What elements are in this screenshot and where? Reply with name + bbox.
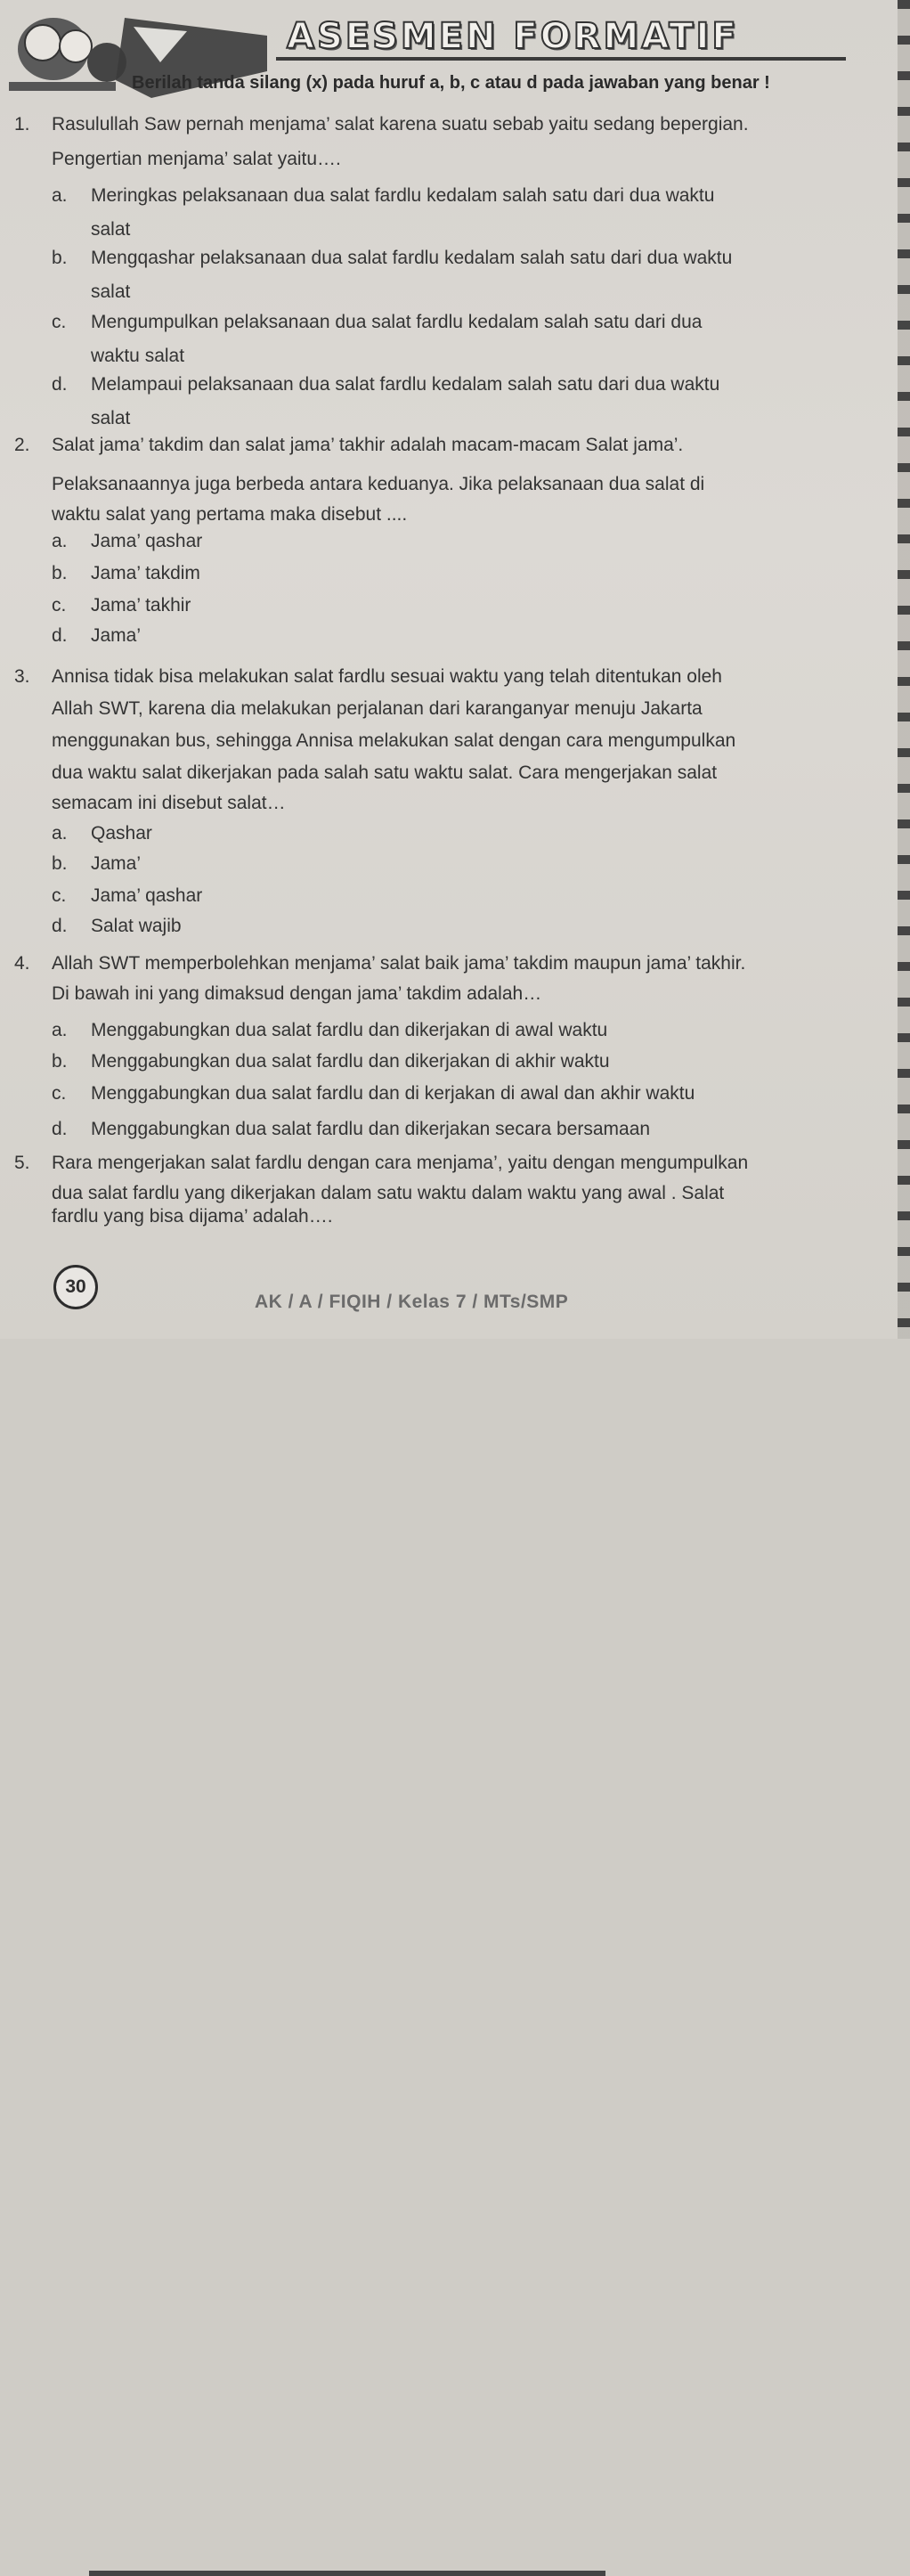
page-number: 30	[53, 1265, 98, 1309]
question-3-line	[52, 698, 703, 720]
answer-option[interactable]	[52, 248, 732, 269]
question-4-line	[14, 953, 745, 974]
page-title: ASESMEN FORMATIF	[287, 16, 739, 57]
footer-text: AK / A / FIQIH / Kelas 7 / MTs/SMP	[255, 1292, 569, 1312]
answer-option[interactable]	[52, 1020, 607, 1041]
footer-bar	[89, 2571, 605, 2576]
question-text: menggunakan bus, sehingga Annisa melakukan salat dengan cara mengumpulkan	[52, 730, 736, 751]
option-letter: b.	[52, 248, 68, 268]
option-text: waktu salat	[91, 346, 185, 366]
question-text: Di bawah ini yang dimaksud dengan jama’ takdim adalah…	[52, 983, 542, 1004]
option-letter: d.	[52, 625, 68, 646]
option-text: Menggabungkan dua salat fardlu dan dikerjakan di akhir waktu	[91, 1051, 610, 1072]
answer-option[interactable]	[52, 885, 202, 907]
option-letter: b.	[52, 563, 68, 583]
question-5-line	[52, 1206, 333, 1227]
option-letter: d.	[52, 374, 68, 395]
question-text: Pelaksanaannya juga berbeda antara keduanya. Jika pelaksanaan dua salat di	[52, 474, 705, 494]
option-text: Jama’	[91, 853, 142, 874]
option-text: Jama’	[91, 625, 142, 646]
instruction-text: Berilah tanda silang (x) pada huruf a, b, c atau d pada jawaban yang benar !	[132, 73, 770, 93]
question-3-line	[52, 762, 717, 784]
option-letter: d.	[52, 1119, 68, 1139]
option-letter: c.	[52, 885, 67, 906]
question-3-line	[52, 793, 286, 814]
question-number: 3.	[14, 666, 30, 687]
option-text: Jama’ qashar	[91, 531, 203, 551]
answer-option[interactable]	[52, 625, 141, 647]
answer-option[interactable]	[52, 595, 191, 616]
question-2-line	[52, 474, 704, 495]
header	[0, 0, 898, 98]
spiral-binding	[898, 0, 910, 1339]
option-letter: a.	[52, 531, 68, 551]
question-text: Pengertian menjama’ salat yaitu….	[52, 149, 341, 169]
answer-option[interactable]	[52, 312, 702, 333]
question-text: Annisa tidak bisa melakukan salat fardlu sesuai waktu yang telah ditentukan oleh	[52, 666, 722, 687]
answer-option[interactable]	[52, 916, 182, 937]
question-text: fardlu yang bisa dijama’ adalah….	[52, 1206, 333, 1227]
question-text: semacam ini disebut salat…	[52, 793, 286, 813]
question-number: 2.	[14, 435, 30, 455]
option-text: Qashar	[91, 823, 152, 844]
question-1-line	[14, 114, 749, 135]
option-letter: d.	[52, 916, 68, 936]
option-letter: b.	[52, 853, 68, 874]
question-number: 1.	[14, 114, 30, 135]
answer-option[interactable]	[91, 281, 130, 303]
option-letter: a.	[52, 1020, 68, 1040]
question-text: Rasulullah Saw pernah menjama’ salat karena suatu sebab yaitu sedang bepergian.	[52, 114, 749, 135]
option-text: salat	[91, 219, 131, 240]
answer-option[interactable]	[91, 408, 130, 429]
answer-option[interactable]	[52, 1119, 650, 1140]
option-letter: c.	[52, 312, 67, 332]
question-4-line	[52, 983, 541, 1005]
option-letter: c.	[52, 1083, 67, 1104]
answer-option[interactable]	[52, 1051, 610, 1072]
option-text: Menggabungkan dua salat fardlu dan dikerjakan secara bersamaan	[91, 1119, 651, 1139]
question-text: waktu salat yang pertama maka disebut ....	[52, 504, 408, 525]
option-text: Melampaui pelaksanaan dua salat fardlu kedalam salah satu dari dua waktu	[91, 374, 720, 395]
option-text: Menggabungkan dua salat fardlu dan dikerjakan di awal waktu	[91, 1020, 608, 1040]
option-letter: b.	[52, 1051, 68, 1072]
question-text: Allah SWT memperbolehkan menjama’ salat baik jama’ takdim maupun jama’ takhir.	[52, 953, 746, 974]
answer-option[interactable]	[52, 185, 714, 207]
answer-option[interactable]	[52, 1083, 695, 1105]
question-text: dua salat fardlu yang dikerjakan dalam satu waktu dalam waktu yang awal . Salat	[52, 1183, 725, 1203]
option-text: Mengqashar pelaksanaan dua salat fardlu kedalam salah satu dari dua waktu	[91, 248, 733, 268]
option-text: Mengumpulkan pelaksanaan dua salat fardlu kedalam salah satu dari dua	[91, 312, 703, 332]
option-text: salat	[91, 408, 131, 428]
answer-option[interactable]	[52, 853, 141, 875]
question-1-line	[52, 149, 341, 170]
question-text: dua waktu salat dikerjakan pada salah satu waktu salat. Cara mengerjakan salat	[52, 762, 718, 783]
answer-option[interactable]	[52, 563, 200, 584]
option-text: Jama’ takdim	[91, 563, 200, 583]
option-text: Jama’ takhir	[91, 595, 191, 615]
option-letter: c.	[52, 595, 67, 615]
option-text: Meringkas pelaksanaan dua salat fardlu kedalam salah satu dari dua waktu	[91, 185, 715, 206]
title-underline	[276, 57, 846, 61]
question-5-line	[52, 1183, 724, 1204]
question-text: Allah SWT, karena dia melakukan perjalanan dari karanganyar menuju Jakarta	[52, 698, 703, 719]
answer-option[interactable]	[52, 823, 152, 844]
answer-option[interactable]	[52, 374, 719, 395]
question-number: 4.	[14, 953, 30, 974]
option-text: salat	[91, 281, 131, 302]
question-3-line	[14, 666, 722, 688]
option-letter: a.	[52, 185, 68, 206]
question-number: 5.	[14, 1153, 30, 1173]
question-5-line	[14, 1153, 748, 1174]
answer-option[interactable]	[52, 531, 202, 552]
option-text: Jama’ qashar	[91, 885, 203, 906]
option-text: Salat wajib	[91, 916, 182, 936]
answer-option[interactable]	[91, 219, 130, 240]
option-letter: a.	[52, 823, 68, 844]
question-text: Rara mengerjakan salat fardlu dengan cara menjama’, yaitu dengan mengumpulkan	[52, 1153, 749, 1173]
question-2-line	[52, 504, 407, 526]
answer-option[interactable]	[91, 346, 184, 367]
option-text: Menggabungkan dua salat fardlu dan di kerjakan di awal dan akhir waktu	[91, 1083, 695, 1104]
question-2-line	[14, 435, 683, 456]
question-text: Salat jama’ takdim dan salat jama’ takhir adalah macam-macam Salat jama’.	[52, 435, 684, 455]
question-3-line	[52, 730, 735, 752]
